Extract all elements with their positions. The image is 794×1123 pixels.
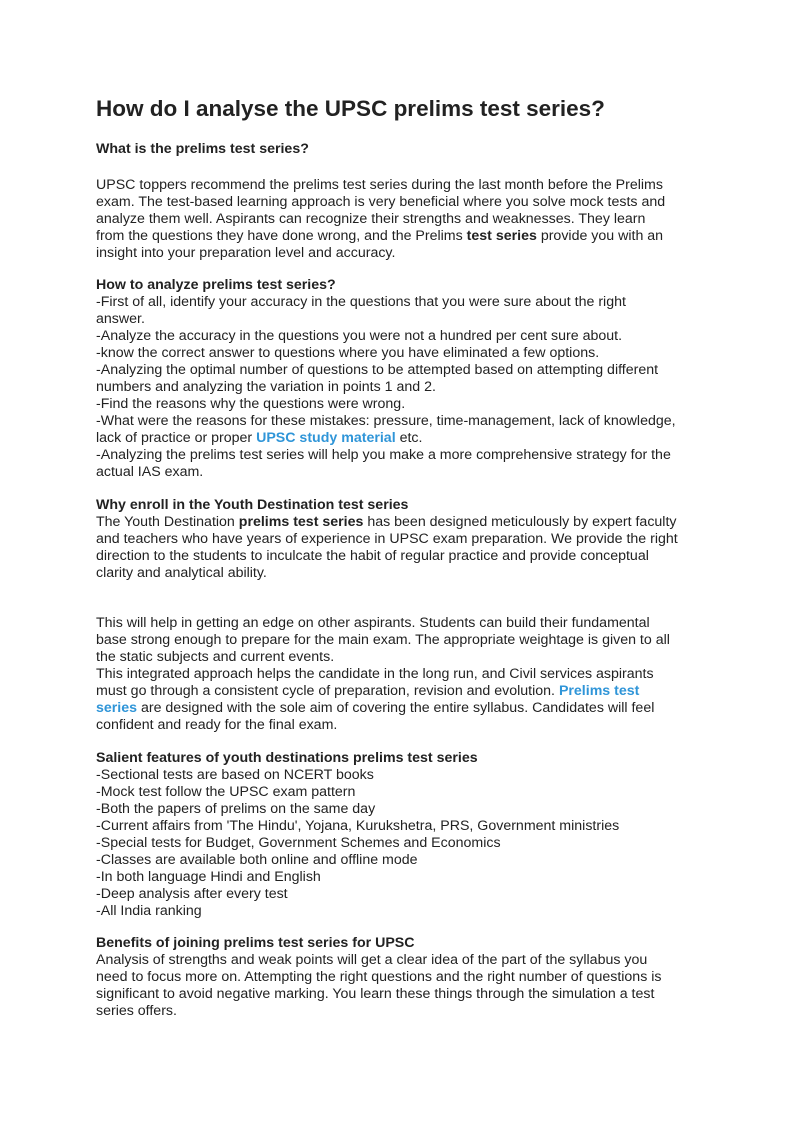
bold-text: prelims test series [238, 514, 364, 530]
list-item: -What were the reasons for these mistakes: pressure, time-management, lack of knowledge, [96, 413, 676, 429]
paragraph-line: base strong enough to prepare for the main exam. The appropriate weightage is given to all [96, 632, 670, 648]
paragraph-line [96, 514, 706, 531]
feature-item: -Sectional tests are based on NCERT books [96, 767, 374, 783]
list-item [96, 430, 706, 447]
upsc-study-material-link[interactable]: UPSC study material [256, 430, 396, 446]
paragraph-line: This will help in getting an edge on other aspirants. Students can build their fundamental [96, 615, 650, 631]
paragraph-line: This integrated approach helps the candidate in the long run, and Civil services aspirants [96, 666, 654, 682]
paragraph-line: Analysis of strengths and weak points will get a clear idea of the part of the syllabus you [96, 952, 648, 968]
paragraph-line: direction to the students to inculcate the habit of regular practice and provide conceptual [96, 548, 649, 564]
paragraph-line: significant to avoid negative marking. You learn these things through the simulation a test [96, 986, 655, 1002]
text-run: has been designed meticulously by expert faculty [363, 514, 677, 530]
section-heading-how-to-analyze: How to analyze prelims test series? [96, 277, 336, 293]
list-item: -Analyzing the optimal number of questions to be attempted based on attempting different [96, 362, 659, 378]
feature-item: -Deep analysis after every test [96, 886, 288, 902]
list-item: answer. [96, 311, 145, 327]
page-title: How do I analyse the UPSC prelims test series? [96, 96, 605, 121]
feature-item: -Current affairs from 'The Hindu', Yojana, Kurukshetra, PRS, Government ministries [96, 818, 620, 834]
prelims-test-series-link-continued[interactable]: series [96, 700, 138, 716]
paragraph-line: the static subjects and current events. [96, 649, 335, 665]
benefits-section [96, 935, 706, 1020]
section-heading-benefits: Benefits of joining prelims test series for UPSC [96, 935, 415, 951]
list-item: -know the correct answer to questions where you have eliminated a few options. [96, 345, 600, 361]
list-item: numbers and analyzing the variation in points 1 and 2. [96, 379, 436, 395]
salient-features-section [96, 750, 706, 920]
list-item: -Analyze the accuracy in the questions you were not a hundred per cent sure about. [96, 328, 623, 344]
list-item: -First of all, identify your accuracy in the questions that you were sure about the right [96, 294, 626, 310]
bold-text: test series [466, 228, 537, 244]
feature-item: -Classes are available both online and offline mode [96, 852, 418, 868]
list-item: -Analyzing the prelims test series will help you make a more comprehensive strategy for the [96, 447, 671, 463]
paragraph-line [96, 683, 706, 700]
section-heading-why-enroll: Why enroll in the Youth Destination test series [96, 497, 409, 513]
text-run: must go through a consistent cycle of preparation, revision and evolution. [96, 683, 559, 699]
section-heading-what-is: What is the prelims test series? [96, 141, 309, 157]
feature-item: -All India ranking [96, 903, 202, 919]
paragraph-line: insight into your preparation level and accuracy. [96, 245, 396, 261]
edge-paragraph [96, 615, 706, 734]
paragraph-line: and teachers who have years of experience in UPSC exam preparation. We provide the right [96, 531, 678, 547]
why-enroll-section [96, 497, 706, 582]
paragraph-line: series offers. [96, 1003, 177, 1019]
prelims-test-series-link[interactable]: Prelims test [558, 683, 640, 699]
text-run: lack of practice or proper [96, 430, 257, 446]
feature-item: -Both the papers of prelims on the same day [96, 801, 376, 817]
paragraph-line [96, 700, 706, 717]
feature-item: -In both language Hindi and English [96, 869, 321, 885]
section-heading-salient-features: Salient features of youth destinations prelims test series [96, 750, 478, 766]
paragraph-line: clarity and analytical ability. [96, 565, 267, 581]
text-run: etc. [395, 430, 423, 446]
list-item: actual IAS exam. [96, 464, 204, 480]
paragraph-line: confident and ready for the final exam. [96, 717, 338, 733]
analyze-section [96, 277, 706, 481]
feature-item: -Mock test follow the UPSC exam pattern [96, 784, 356, 800]
list-item: -Find the reasons why the questions were wrong. [96, 396, 406, 412]
paragraph-line: UPSC toppers recommend the prelims test series during the last month before the Prelims [96, 177, 663, 193]
paragraph-line: analyze them well. Aspirants can recognize their strengths and weaknesses. They learn [96, 211, 646, 227]
intro-paragraph [96, 177, 706, 262]
text-run: provide you with an [536, 228, 664, 244]
feature-item: -Special tests for Budget, Government Schemes and Economics [96, 835, 501, 851]
paragraph-line [96, 228, 706, 245]
paragraph-line: exam. The test-based learning approach is very beneficial where you solve mock tests and [96, 194, 666, 210]
text-run: are designed with the sole aim of covering the entire syllabus. Candidates will feel [137, 700, 655, 716]
text-run: from the questions they have done wrong, and the Prelims [96, 228, 467, 244]
text-run: The Youth Destination [96, 514, 239, 530]
paragraph-line: need to focus more on. Attempting the right questions and the right number of questions is [96, 969, 662, 985]
